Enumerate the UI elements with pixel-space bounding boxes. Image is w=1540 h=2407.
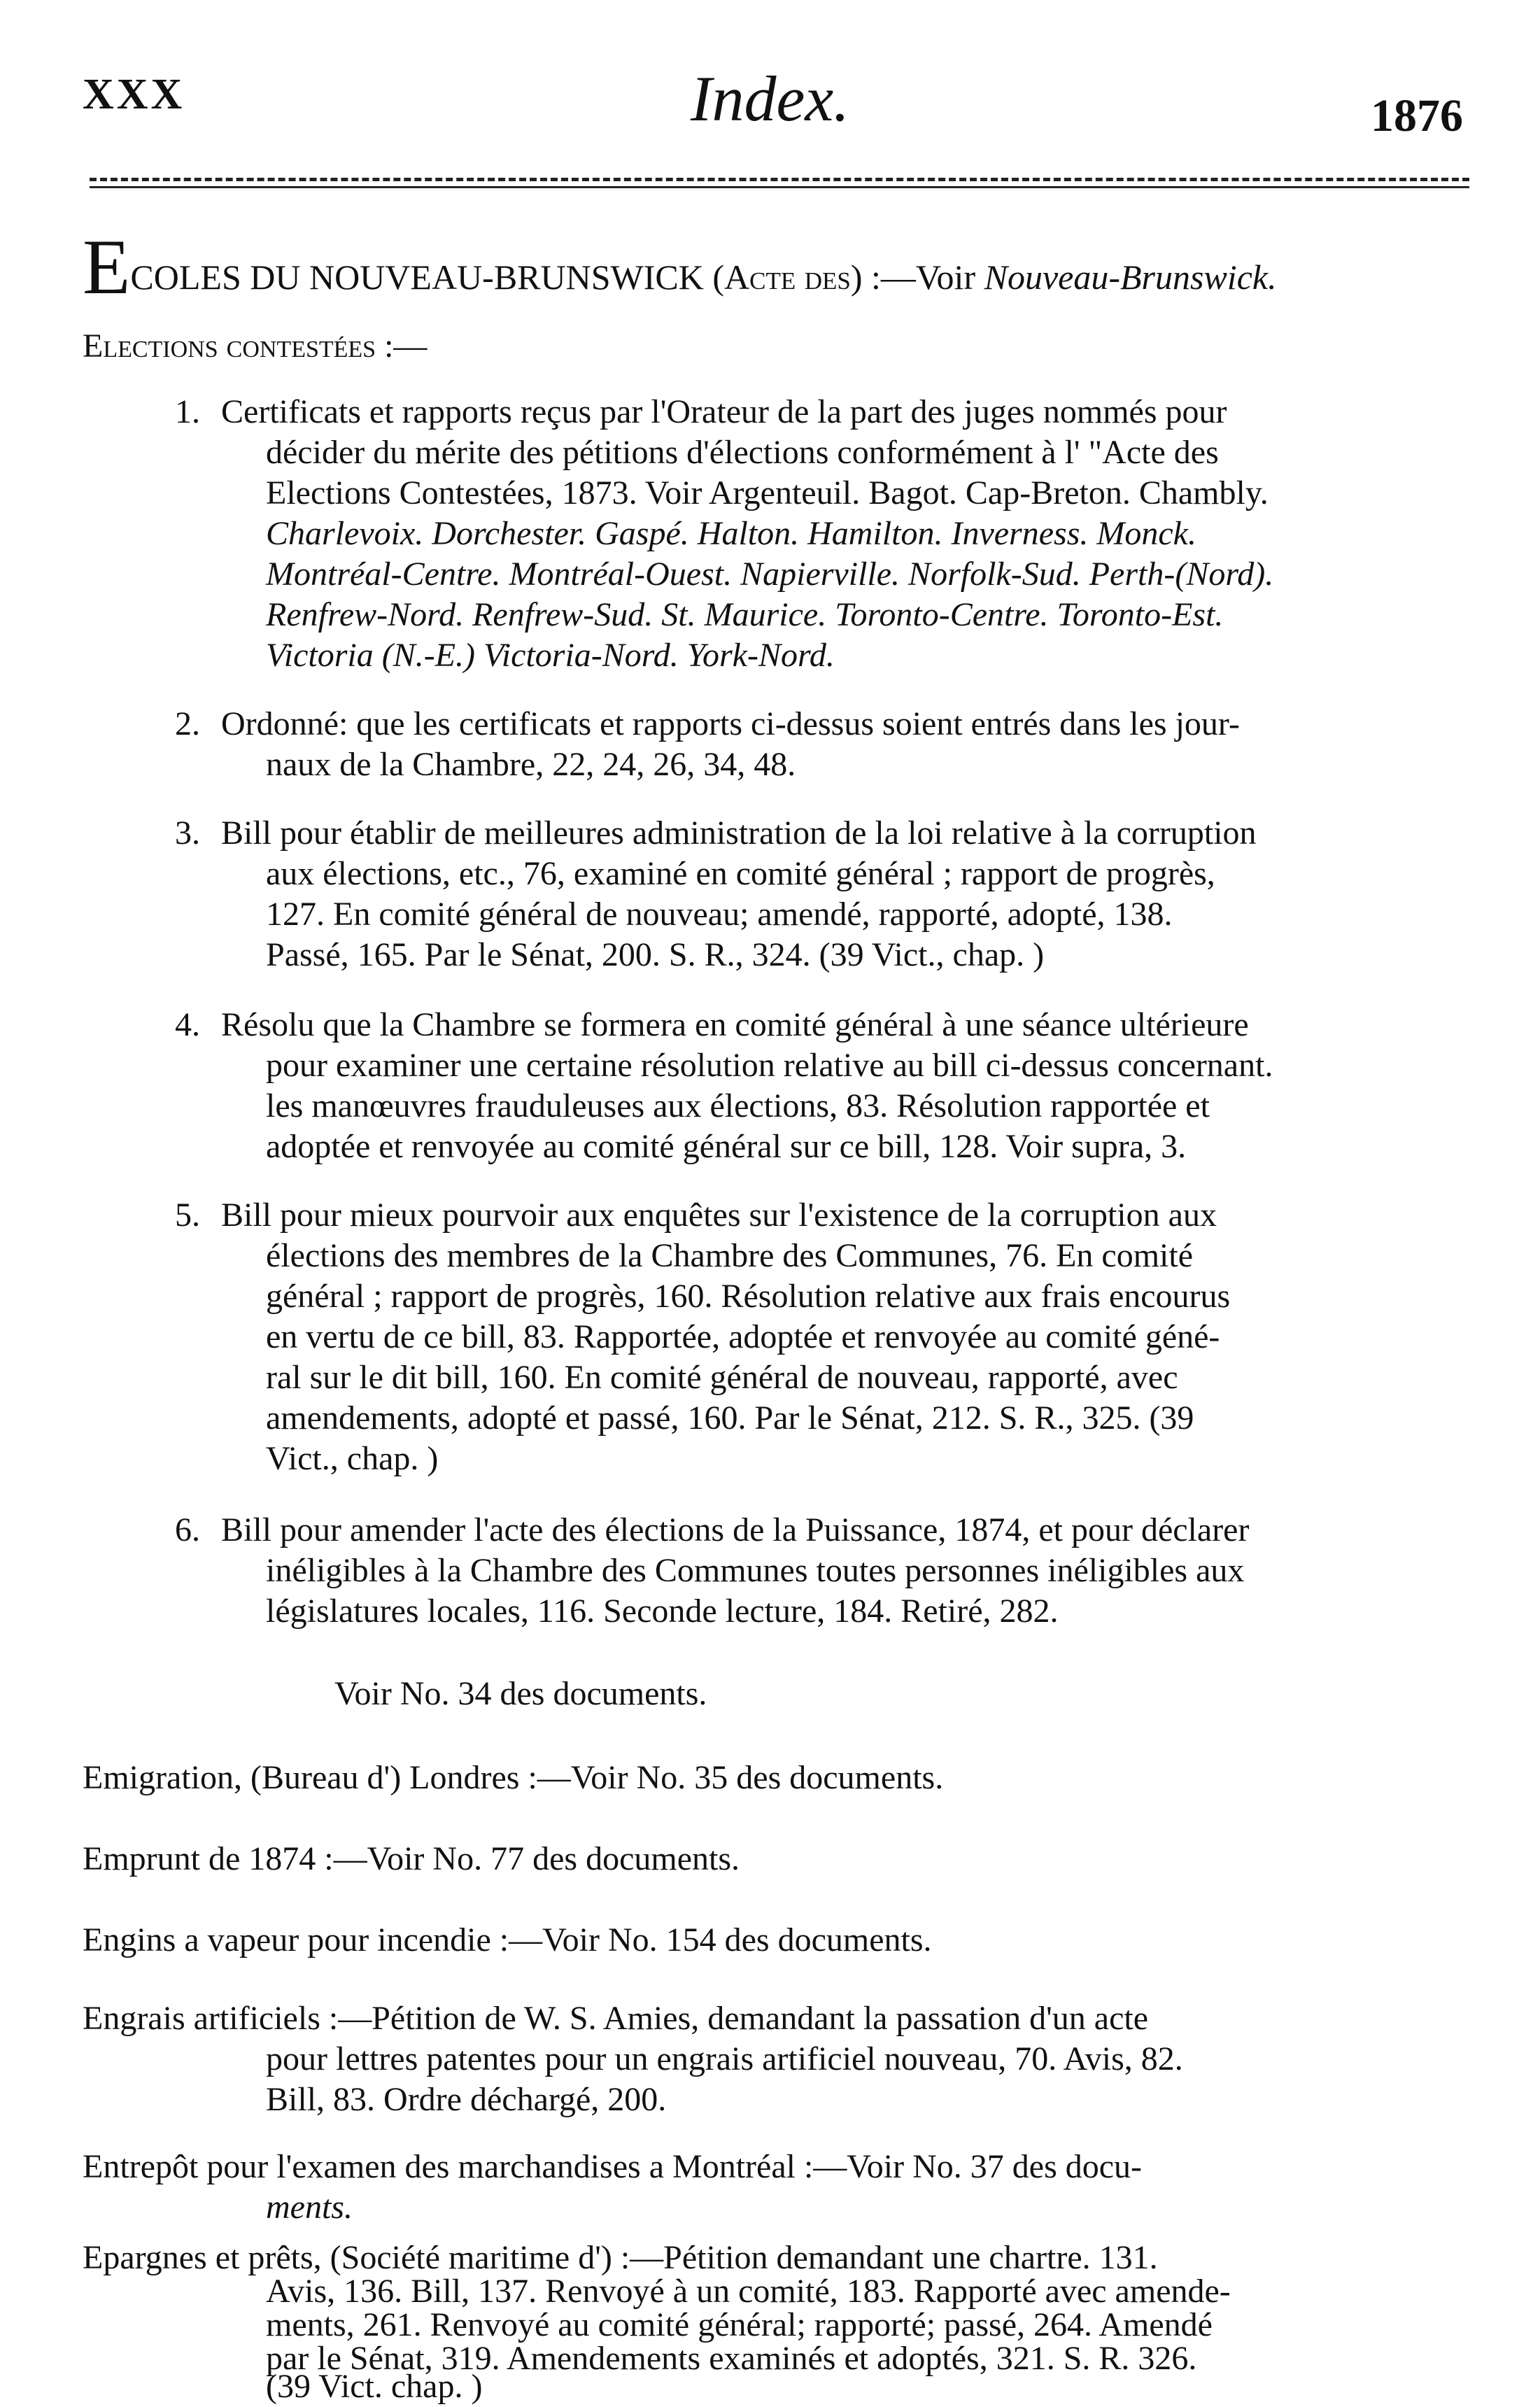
entry-engins: Engins a vapeur pour incendie :—Voir No. 154 des documents. bbox=[83, 1921, 932, 1958]
drop-initial: E bbox=[83, 224, 131, 311]
entry-emprunt: Emprunt de 1874 :—Voir No. 77 des documents. bbox=[83, 1840, 740, 1877]
item-line: ral sur le dit bill, 160. En comité général de nouveau, rapporté, avec bbox=[266, 1359, 1178, 1396]
item-line: aux élections, etc., 76, examiné en comité général ; rapport de progrès, bbox=[266, 855, 1215, 892]
entry-line: Entrepôt pour l'examen des marchandises a Montréal :—Voir No. 37 des docu- bbox=[83, 2148, 1143, 2185]
entry-line: pour lettres patentes pour un engrais artificiel nouveau, 70. Avis, 82. bbox=[266, 2040, 1183, 2077]
item-line: Passé, 165. Par le Sénat, 200. S. R., 324. (39 Vict., chap. ) bbox=[266, 936, 1045, 973]
item-number: 6. bbox=[175, 1511, 200, 1548]
entry-ecoles-target: Nouveau-Brunswick. bbox=[984, 257, 1277, 297]
item-number: 2. bbox=[175, 705, 200, 742]
header-rule-solid bbox=[90, 186, 1469, 188]
item-line: élections des membres de la Chambre des Communes, 76. En comité bbox=[266, 1237, 1194, 1274]
item-line: amendements, adopté et passé, 160. Par le Sénat, 212. S. R., 325. (39 bbox=[266, 1399, 1194, 1437]
item-line: les manœuvres frauduleuses aux élections, 83. Résolution rapportée et bbox=[266, 1087, 1210, 1124]
item-line: Résolu que la Chambre se formera en comité général à une séance ultérieure bbox=[221, 1006, 1249, 1043]
item-number: 3. bbox=[175, 814, 200, 852]
item-line: Elections Contestées, 1873. Voir Argenteuil. Bagot. Cap-Breton. Chambly. bbox=[266, 474, 1269, 511]
entry-line: ments. bbox=[266, 2189, 353, 2226]
item-line: législatures locales, 116. Seconde lecture, 184. Retiré, 282. bbox=[266, 1593, 1059, 1630]
item-line: pour examiner une certaine résolution relative au bill ci-dessus concernant. bbox=[266, 1047, 1273, 1084]
entry-line: Avis, 136. Bill, 137. Renvoyé à un comité, 183. Rapporté avec amende- bbox=[266, 2273, 1231, 2310]
item-line: Renfrew-Nord. Renfrew-Sud. St. Maurice. Toronto-Centre. Toronto-Est. bbox=[266, 596, 1224, 633]
entry-line: Engrais artificiels :—Pétition de W. S. Amies, demandant la passation d'un acte bbox=[83, 2000, 1149, 2037]
item-line: Victoria (N.-E.) Victoria-Nord. York-Nord. bbox=[266, 637, 835, 674]
item-line: Ordonné: que les certificats et rapports ci-dessus soient entrés dans les jour- bbox=[221, 705, 1240, 742]
entry-line: Bill, 83. Ordre déchargé, 200. bbox=[266, 2081, 667, 2118]
item-line: naux de la Chambre, 22, 24, 26, 34, 48. bbox=[266, 746, 796, 783]
item-line: Certificats et rapports reçus par l'Orateur de la part des juges nommés pour bbox=[221, 393, 1227, 430]
voir-documents-note: Voir No. 34 des documents. bbox=[334, 1675, 707, 1712]
entry-ecoles-heading: COLES DU NOUVEAU-BRUNSWICK bbox=[130, 257, 704, 297]
item-line: Bill pour amender l'acte des élections de la Puissance, 1874, et pour déclarer bbox=[221, 1511, 1250, 1548]
header-rule-dashed bbox=[90, 178, 1469, 181]
page-roman-numeral: XXX bbox=[83, 71, 185, 118]
item-line: 127. En comité général de nouveau; amendé, rapporté, adopté, 138. bbox=[266, 896, 1173, 933]
item-line: Vict., chap. ) bbox=[266, 1440, 439, 1477]
entry-elections-heading: Elections contestées :— bbox=[83, 327, 428, 365]
item-line: inéligibles à la Chambre des Communes toutes personnes inéligibles aux bbox=[266, 1552, 1245, 1589]
item-line: Bill pour établir de meilleures administration de la loi relative à la corruption bbox=[221, 814, 1257, 852]
entry-line: par le Sénat, 319. Amendements examinés et adoptés, 321. S. R. 326. bbox=[266, 2340, 1197, 2377]
entry-line: (39 Vict. chap. ) bbox=[266, 2368, 483, 2405]
entry-ecoles-voir: :—Voir bbox=[862, 257, 984, 297]
item-line: décider du mérite des pétitions d'élections conformément à l' "Acte des bbox=[266, 434, 1219, 471]
item-line: en vertu de ce bill, 83. Rapportée, adoptée et renvoyée au comité géné- bbox=[266, 1318, 1220, 1355]
item-line: Charlevoix. Dorchester. Gaspé. Halton. Hamilton. Inverness. Monck. bbox=[266, 515, 1196, 552]
running-head-year: 1876 bbox=[1371, 90, 1463, 141]
item-number: 1. bbox=[175, 393, 200, 430]
entry-ecoles-paren: (Acte des) bbox=[712, 257, 863, 297]
entry-emigration: Emigration, (Bureau d') Londres :—Voir No. 35 des documents. bbox=[83, 1759, 944, 1796]
entry-line: Epargnes et prêts, (Société maritime d') :—Pétition demandant une chartre. 131. bbox=[83, 2239, 1158, 2276]
running-head-title: Index. bbox=[690, 63, 850, 134]
item-line: Bill pour mieux pourvoir aux enquêtes sur l'existence de la corruption aux bbox=[221, 1197, 1217, 1234]
item-number: 4. bbox=[175, 1006, 200, 1043]
entry-ecoles bbox=[83, 224, 1277, 311]
item-line: Montréal-Centre. Montréal-Ouest. Napierville. Norfolk-Sud. Perth-(Nord). bbox=[266, 556, 1274, 593]
entry-line: ments, 261. Renvoyé au comité général; rapporté; passé, 264. Amendé bbox=[266, 2306, 1213, 2343]
item-line: général ; rapport de progrès, 160. Résolution relative aux frais encourus bbox=[266, 1278, 1231, 1315]
item-line: adoptée et renvoyée au comité général sur ce bill, 128. Voir supra, 3. bbox=[266, 1128, 1187, 1165]
item-number: 5. bbox=[175, 1197, 200, 1234]
